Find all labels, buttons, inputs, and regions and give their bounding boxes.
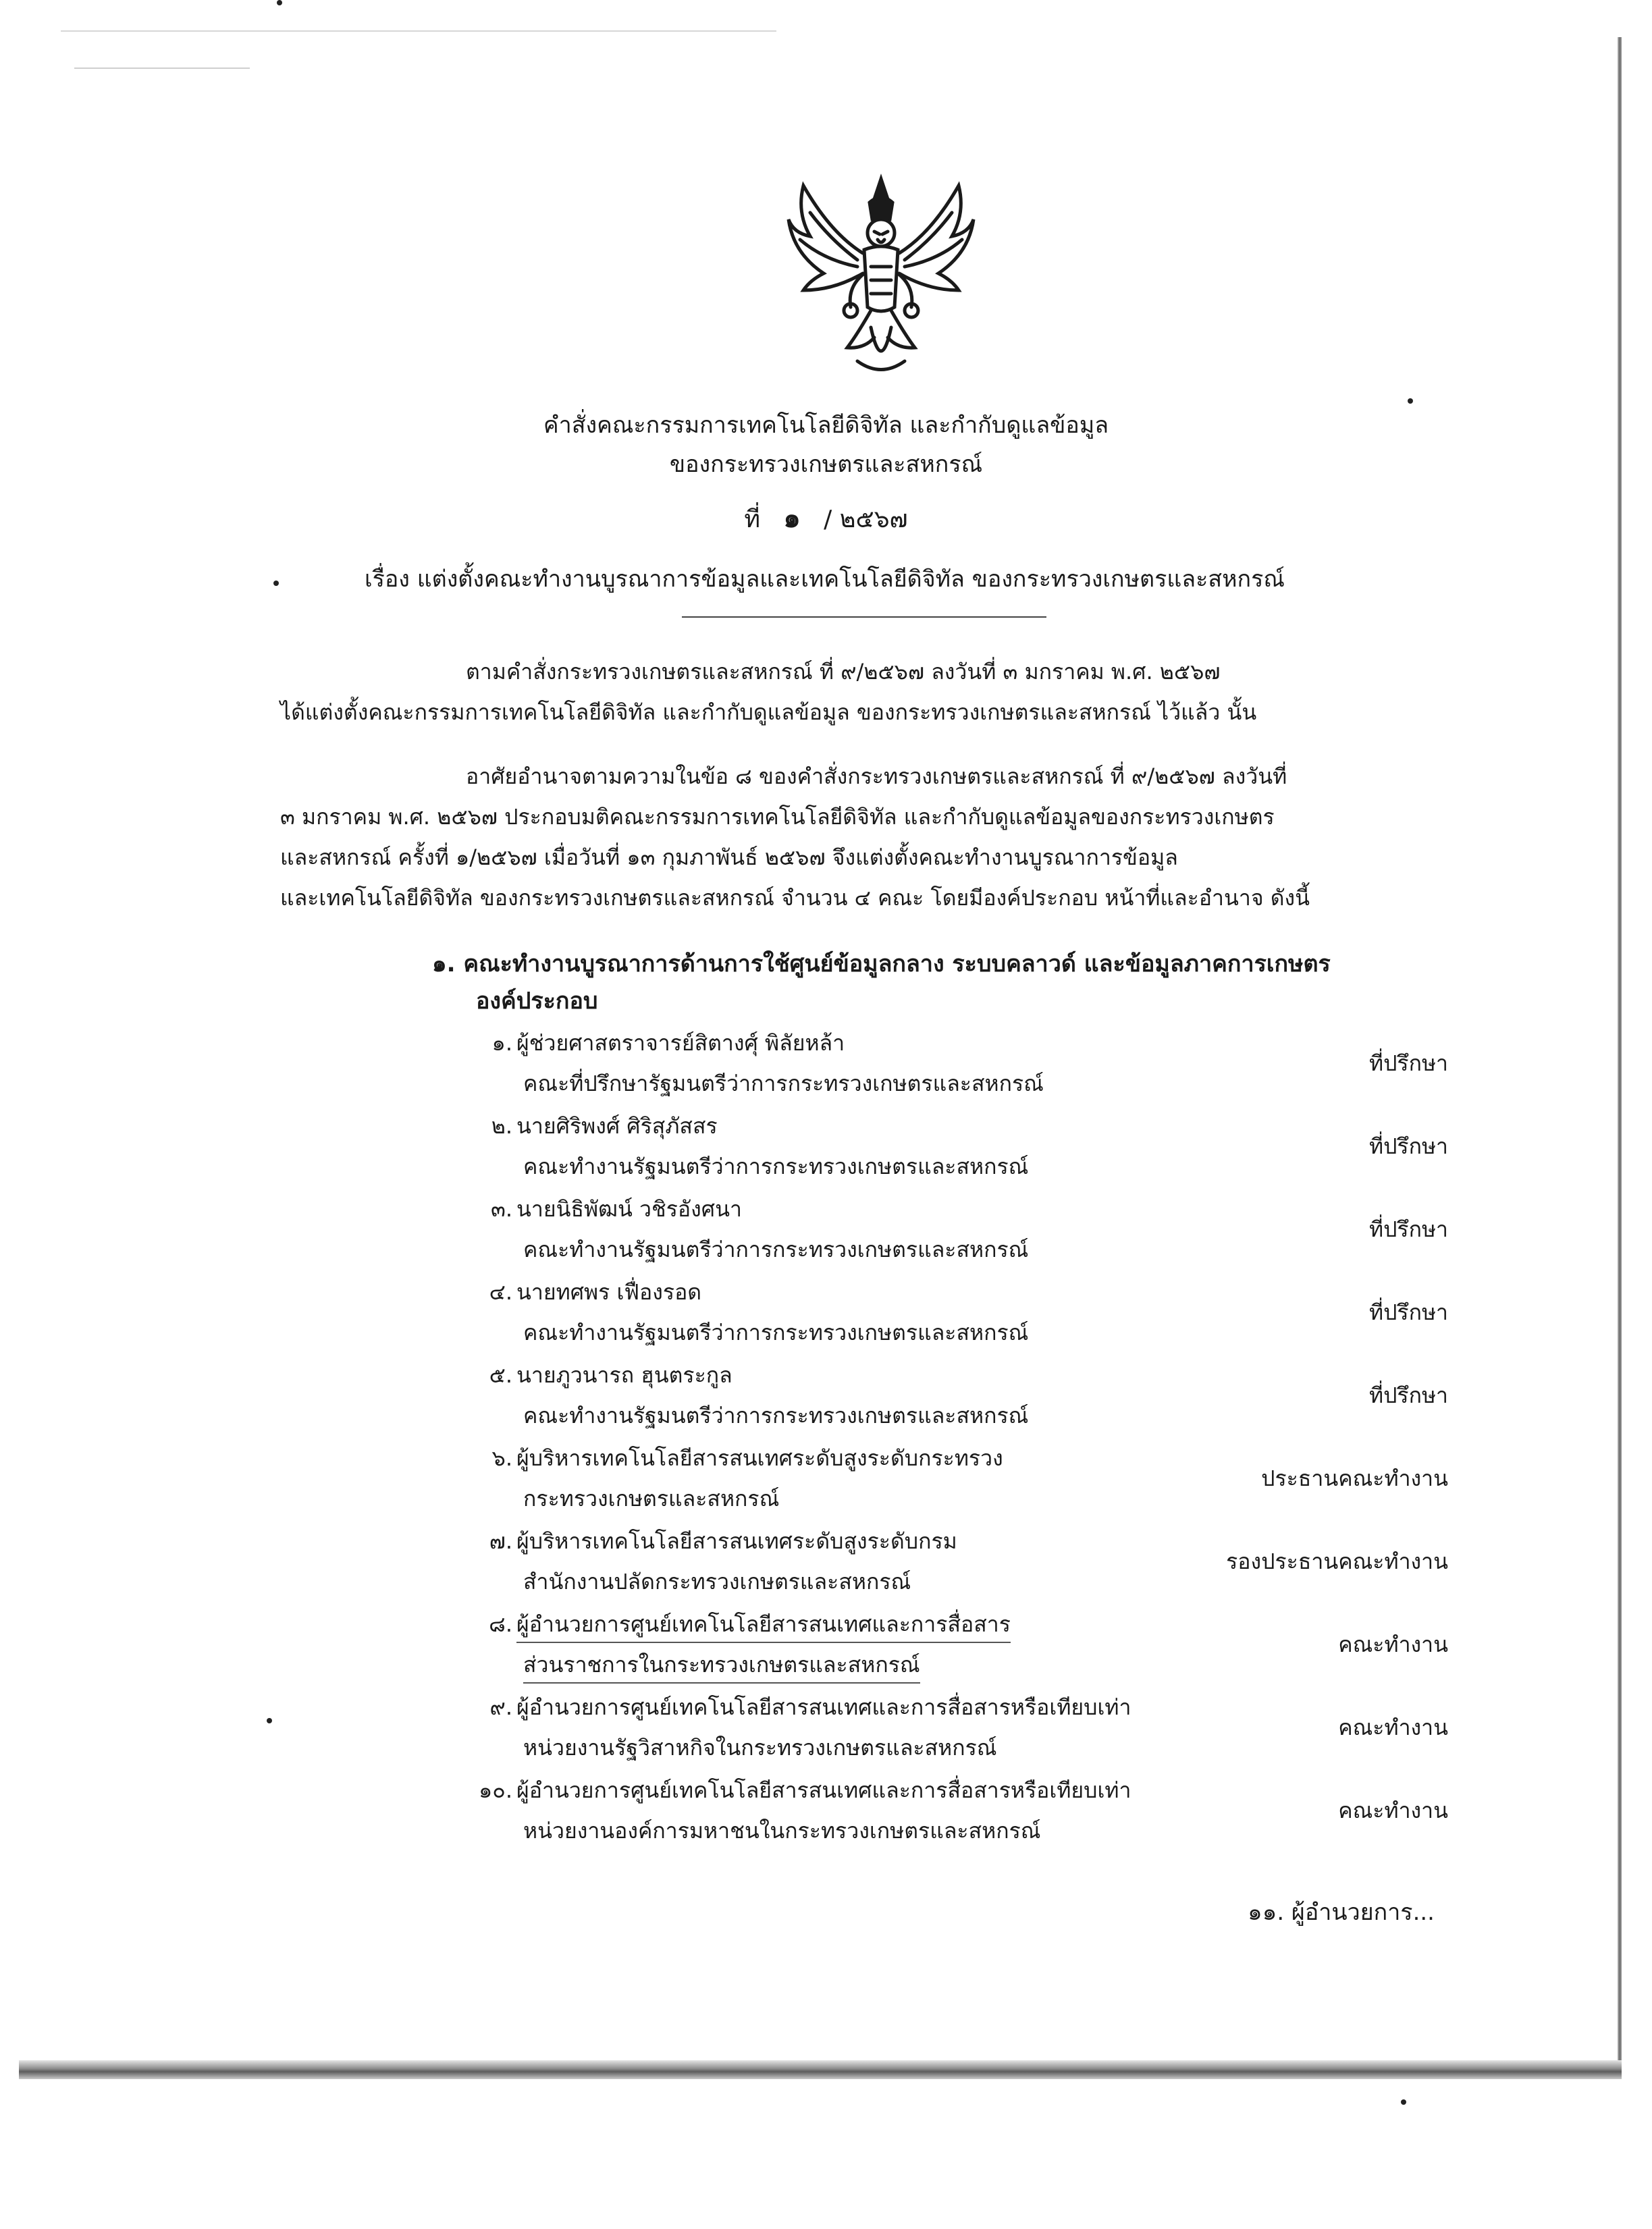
member-organization: คณะทำงานรัฐมนตรีว่าการกระทรวงเกษตรและสหกรณ์: [523, 1403, 1029, 1428]
document-number: [0, 496, 1652, 539]
member-organization: คณะทำงานรัฐมนตรีว่าการกระทรวงเกษตรและสหกรณ์: [523, 1154, 1029, 1179]
member-role: ที่ปรึกษา: [1368, 1216, 1448, 1242]
scan-speck: [277, 0, 282, 5]
member-name: นายศิริพงศ์ ศิริสุภัสสร: [516, 1113, 718, 1139]
member-item: [0, 1358, 1652, 1439]
number-prefix: ที่: [744, 506, 761, 533]
member-name: ผู้บริหารเทคโนโลยีสารสนเทศระดับสูงระดับกรม: [516, 1528, 957, 1554]
paragraph-1-line-1: ตามคำสั่งกระทรวงเกษตรและสหกรณ์ ที่ ๙/๒๕๖๗ ลงวันที่ ๓ มกราคม พ.ศ. ๒๕๖๗: [466, 659, 1221, 684]
section-1-heading: ๑. คณะทำงานบูรณาการด้านการใช้ศูนย์ข้อมูลกลาง ระบบคลาวด์ และข้อมูลภาคการเกษตร: [432, 950, 1331, 977]
member-organization: คณะทำงานรัฐมนตรีว่าการกระทรวงเกษตรและสหกรณ์: [523, 1320, 1029, 1345]
member-organization: สำนักงานปลัดกระทรวงเกษตรและสหกรณ์: [523, 1569, 911, 1594]
member-name: นายภูวนารถ ฮุนตระกูล: [516, 1362, 732, 1388]
member-role: คณะทำงาน: [1338, 1715, 1448, 1740]
paragraph-1-line-2: ได้แต่งตั้งคณะกรรมการเทคโนโลยีดิจิทัล และกำกับดูแลข้อมูล ของกระทรวงเกษตรและสหกรณ์ ไว้แล้ว นั้น: [280, 699, 1257, 725]
member-item: [0, 1690, 1652, 1771]
paragraph-2-line-4: และเทคโนโลยีดิจิทัล ของกระทรวงเกษตรและสหกรณ์ จำนวน ๔ คณะ โดยมีองค์ประกอบ หน้าที่และอำนาจ ดังนี้: [280, 885, 1310, 911]
member-role: ที่ปรึกษา: [1368, 1050, 1448, 1076]
scan-edge: [19, 2060, 1622, 2079]
member-name: ผู้บริหารเทคโนโลยีสารสนเทศระดับสูงระดับกระทรวง: [516, 1445, 1003, 1471]
member-number: ๕.: [489, 1362, 512, 1388]
member-number: ๖.: [491, 1445, 512, 1471]
number-year: / ๒๕๖๗: [824, 506, 908, 533]
document-title: คำสั่งคณะกรรมการเทคโนโลยีดิจิทัล และกำกับดูแลข้อมูล: [543, 412, 1109, 439]
member-item: [0, 1275, 1652, 1356]
member-name: นายนิธิพัฒน์ วชิรอังศนา: [516, 1196, 742, 1222]
member-role: ที่ปรึกษา: [1368, 1299, 1448, 1325]
member-item: [0, 1026, 1652, 1107]
member-organization: คณะที่ปรึกษารัฐมนตรีว่าการกระทรวงเกษตรและสหกรณ์: [523, 1071, 1044, 1096]
member-name: ผู้อำนวยการศูนย์เทคโนโลยีสารสนเทศและการสื่อสารหรือเทียบเท่า: [516, 1777, 1131, 1803]
paragraph-2-line-2: ๓ มกราคม พ.ศ. ๒๕๖๗ ประกอบมติคณะกรรมการเทคโนโลยีดิจิทัล และกำกับดูแลข้อมูลของกระทรวงเกษตร: [280, 804, 1275, 830]
member-role: ที่ปรึกษา: [1368, 1382, 1448, 1408]
member-number: ๙.: [489, 1694, 512, 1720]
member-number: ๓.: [490, 1196, 512, 1222]
scan-line: [61, 30, 776, 32]
member-name: ผู้อำนวยการศูนย์เทคโนโลยีสารสนเทศและการสื่อสารหรือเทียบเท่า: [516, 1694, 1131, 1720]
member-number: ๒.: [491, 1113, 512, 1139]
member-role: รองประธานคณะทำงาน: [1226, 1549, 1448, 1574]
scan-speck: [273, 581, 279, 586]
member-role: ประธานคณะทำงาน: [1261, 1466, 1448, 1491]
member-number: ๗.: [489, 1528, 512, 1554]
member-role: ที่ปรึกษา: [1368, 1133, 1448, 1159]
member-number: ๔.: [489, 1279, 512, 1305]
subject-divider: [682, 616, 1046, 618]
number-value: ๑: [783, 503, 801, 534]
paragraph-2-line-3: และสหกรณ์ ครั้งที่ ๑/๒๕๖๗ เมื่อวันที่ ๑๓ กุมภาพันธ์ ๒๕๖๗ จึงแต่งตั้งคณะทำงานบูรณาการข้อมูล: [280, 844, 1178, 870]
member-organization: กระทรวงเกษตรและสหกรณ์: [523, 1486, 780, 1511]
member-item: [0, 1607, 1652, 1688]
member-name: ผู้ช่วยศาสตราจารย์สิตางศุ์ พิลัยหล้า: [516, 1030, 845, 1056]
member-item: [0, 1441, 1652, 1522]
scan-speck: [1401, 2099, 1406, 2105]
member-number: ๘.: [489, 1611, 512, 1637]
member-name: นายทศพร เฟื่องรอด: [516, 1279, 702, 1305]
member-organization: หน่วยงานรัฐวิสาหกิจในกระทรวงเกษตรและสหกรณ์: [523, 1735, 997, 1761]
garuda-emblem-icon: [783, 172, 979, 381]
scan-speck: [1408, 398, 1413, 404]
page-continuation: ๑๑. ผู้อำนวยการ...: [1248, 1899, 1435, 1926]
member-item: [0, 1109, 1652, 1190]
document-subject: เรื่อง แต่งตั้งคณะทำงานบูรณาการข้อมูลและเทคโนโลยีดิจิทัล ของกระทรวงเกษตรและสหกรณ์: [365, 566, 1285, 593]
member-organization: คณะทำงานรัฐมนตรีว่าการกระทรวงเกษตรและสหกรณ์: [523, 1237, 1029, 1262]
member-number: ๑.: [491, 1030, 512, 1056]
member-number: ๑๐.: [478, 1777, 512, 1803]
member-role: คณะทำงาน: [1338, 1632, 1448, 1657]
member-item: [0, 1192, 1652, 1273]
member-role: คณะทำงาน: [1338, 1798, 1448, 1823]
member-organization: ส่วนราชการในกระทรวงเกษตรและสหกรณ์: [523, 1648, 920, 1684]
member-name: ผู้อำนวยการศูนย์เทคโนโลยีสารสนเทศและการสื่อสาร: [516, 1607, 1011, 1643]
member-organization: หน่วยงานองค์การมหาชนในกระทรวงเกษตรและสหกรณ์: [523, 1818, 1041, 1844]
section-1-subheading: องค์ประกอบ: [476, 988, 598, 1015]
member-item: [0, 1524, 1652, 1605]
paragraph-2-line-1: อาศัยอำนาจตามความในข้อ ๘ ของคำสั่งกระทรวงเกษตรและสหกรณ์ ที่ ๙/๒๕๖๗ ลงวันที่: [466, 763, 1287, 789]
scan-line: [74, 68, 250, 69]
member-item: [0, 1773, 1652, 1854]
document-title-ministry: ของกระทรวงเกษตรและสหกรณ์: [669, 451, 983, 478]
